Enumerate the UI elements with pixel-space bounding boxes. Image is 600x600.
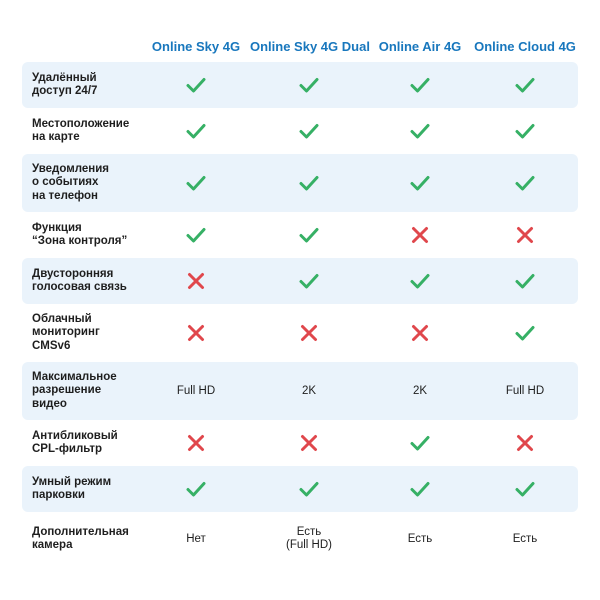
table-cell xyxy=(142,74,250,96)
table-cell xyxy=(142,533,250,546)
cross-icon xyxy=(298,322,320,344)
table-row xyxy=(22,420,578,466)
table-cell xyxy=(472,74,578,96)
table-row xyxy=(22,212,578,258)
table-cell xyxy=(472,120,578,142)
feature-label: Умный режим парковки xyxy=(32,475,112,501)
check-icon xyxy=(298,224,320,246)
feature-label: Облачный мониторинг CMSv6 xyxy=(32,312,100,352)
table-row xyxy=(22,108,578,154)
cell-value: Full HD xyxy=(505,384,545,397)
table-cell xyxy=(250,120,368,142)
check-icon xyxy=(409,120,431,142)
table-cell xyxy=(250,74,368,96)
table-row xyxy=(22,466,578,512)
check-icon xyxy=(185,74,207,96)
check-icon xyxy=(514,478,536,500)
feature-label: Дополнительная камера xyxy=(32,525,129,551)
feature-label: Местоположение на карте xyxy=(32,117,130,143)
table-cell xyxy=(472,432,578,454)
feature-label: Функция “Зона контроля” xyxy=(32,221,128,247)
check-icon xyxy=(185,478,207,500)
table-cell xyxy=(368,385,472,398)
cross-icon xyxy=(409,322,431,344)
cross-icon xyxy=(409,224,431,246)
cell-value: Full HD xyxy=(176,384,216,397)
table-cell xyxy=(250,270,368,292)
check-icon xyxy=(185,120,207,142)
feature-label: Удалённый доступ 24/7 xyxy=(32,71,98,97)
cell-value: Нет xyxy=(186,532,206,545)
feature-label: Максимальное разрешение видео xyxy=(32,370,117,410)
check-icon xyxy=(514,74,536,96)
check-icon xyxy=(514,120,536,142)
feature-label: Уведомления о событиях на телефон xyxy=(32,162,109,202)
table-cell xyxy=(472,172,578,194)
check-icon xyxy=(409,478,431,500)
table-cell xyxy=(368,533,472,546)
cross-icon xyxy=(185,270,207,292)
column-title-online-sky-4g-dual: Online Sky 4G Dual xyxy=(250,38,370,54)
column-title-online-air-4g: Online Air 4G xyxy=(378,38,462,54)
feature-label: Антибликовый CPL-фильтр xyxy=(32,429,118,455)
cell-value: Есть xyxy=(407,532,433,545)
cross-icon xyxy=(298,432,320,454)
check-icon xyxy=(514,172,536,194)
table-body xyxy=(22,62,578,566)
table-cell xyxy=(142,385,250,398)
table-cell xyxy=(142,478,250,500)
table-row xyxy=(22,304,578,362)
cross-icon xyxy=(514,432,536,454)
table-cell xyxy=(472,322,578,344)
table-cell xyxy=(142,322,250,344)
check-icon xyxy=(185,172,207,194)
table-cell xyxy=(368,74,472,96)
table-row xyxy=(22,258,578,304)
check-icon xyxy=(514,322,536,344)
table-cell xyxy=(250,432,368,454)
table-header xyxy=(22,30,578,62)
feature-label: Двусторонняя голосовая связь xyxy=(32,267,127,293)
cross-icon xyxy=(185,432,207,454)
table-cell xyxy=(142,270,250,292)
table-cell xyxy=(368,224,472,246)
table-cell xyxy=(142,172,250,194)
table-cell xyxy=(142,224,250,246)
cell-value: Есть xyxy=(512,532,538,545)
table-cell xyxy=(368,322,472,344)
table-cell xyxy=(472,385,578,398)
table-cell xyxy=(250,385,368,398)
check-icon xyxy=(409,270,431,292)
table-cell xyxy=(250,322,368,344)
cell-value: 2K xyxy=(301,384,317,397)
cross-icon xyxy=(185,322,207,344)
check-icon xyxy=(298,478,320,500)
table-row xyxy=(22,62,578,108)
check-icon xyxy=(298,270,320,292)
table-cell xyxy=(368,120,472,142)
table-cell xyxy=(472,224,578,246)
cell-value: Есть (Full HD) xyxy=(286,526,332,551)
check-icon xyxy=(298,172,320,194)
table-cell xyxy=(368,172,472,194)
column-title-online-sky-4g: Online Sky 4G xyxy=(151,38,241,54)
check-icon xyxy=(514,270,536,292)
cross-icon xyxy=(514,224,536,246)
column-title-online-cloud-4g: Online Cloud 4G xyxy=(474,38,576,54)
table-cell xyxy=(472,478,578,500)
table-cell xyxy=(472,270,578,292)
table-row xyxy=(22,512,578,566)
table-row xyxy=(22,362,578,420)
table-cell xyxy=(250,478,368,500)
table-row xyxy=(22,154,578,212)
check-icon xyxy=(409,74,431,96)
table-cell xyxy=(250,526,368,552)
check-icon xyxy=(298,120,320,142)
table-cell xyxy=(368,432,472,454)
check-icon xyxy=(298,74,320,96)
table-cell xyxy=(142,120,250,142)
table-cell xyxy=(250,224,368,246)
check-icon xyxy=(185,224,207,246)
table-cell xyxy=(142,432,250,454)
table-cell xyxy=(250,172,368,194)
table-cell xyxy=(472,533,578,546)
table-cell xyxy=(368,270,472,292)
comparison-table xyxy=(22,30,578,566)
check-icon xyxy=(409,432,431,454)
table-cell xyxy=(368,478,472,500)
check-icon xyxy=(409,172,431,194)
cell-value: 2K xyxy=(412,384,428,397)
